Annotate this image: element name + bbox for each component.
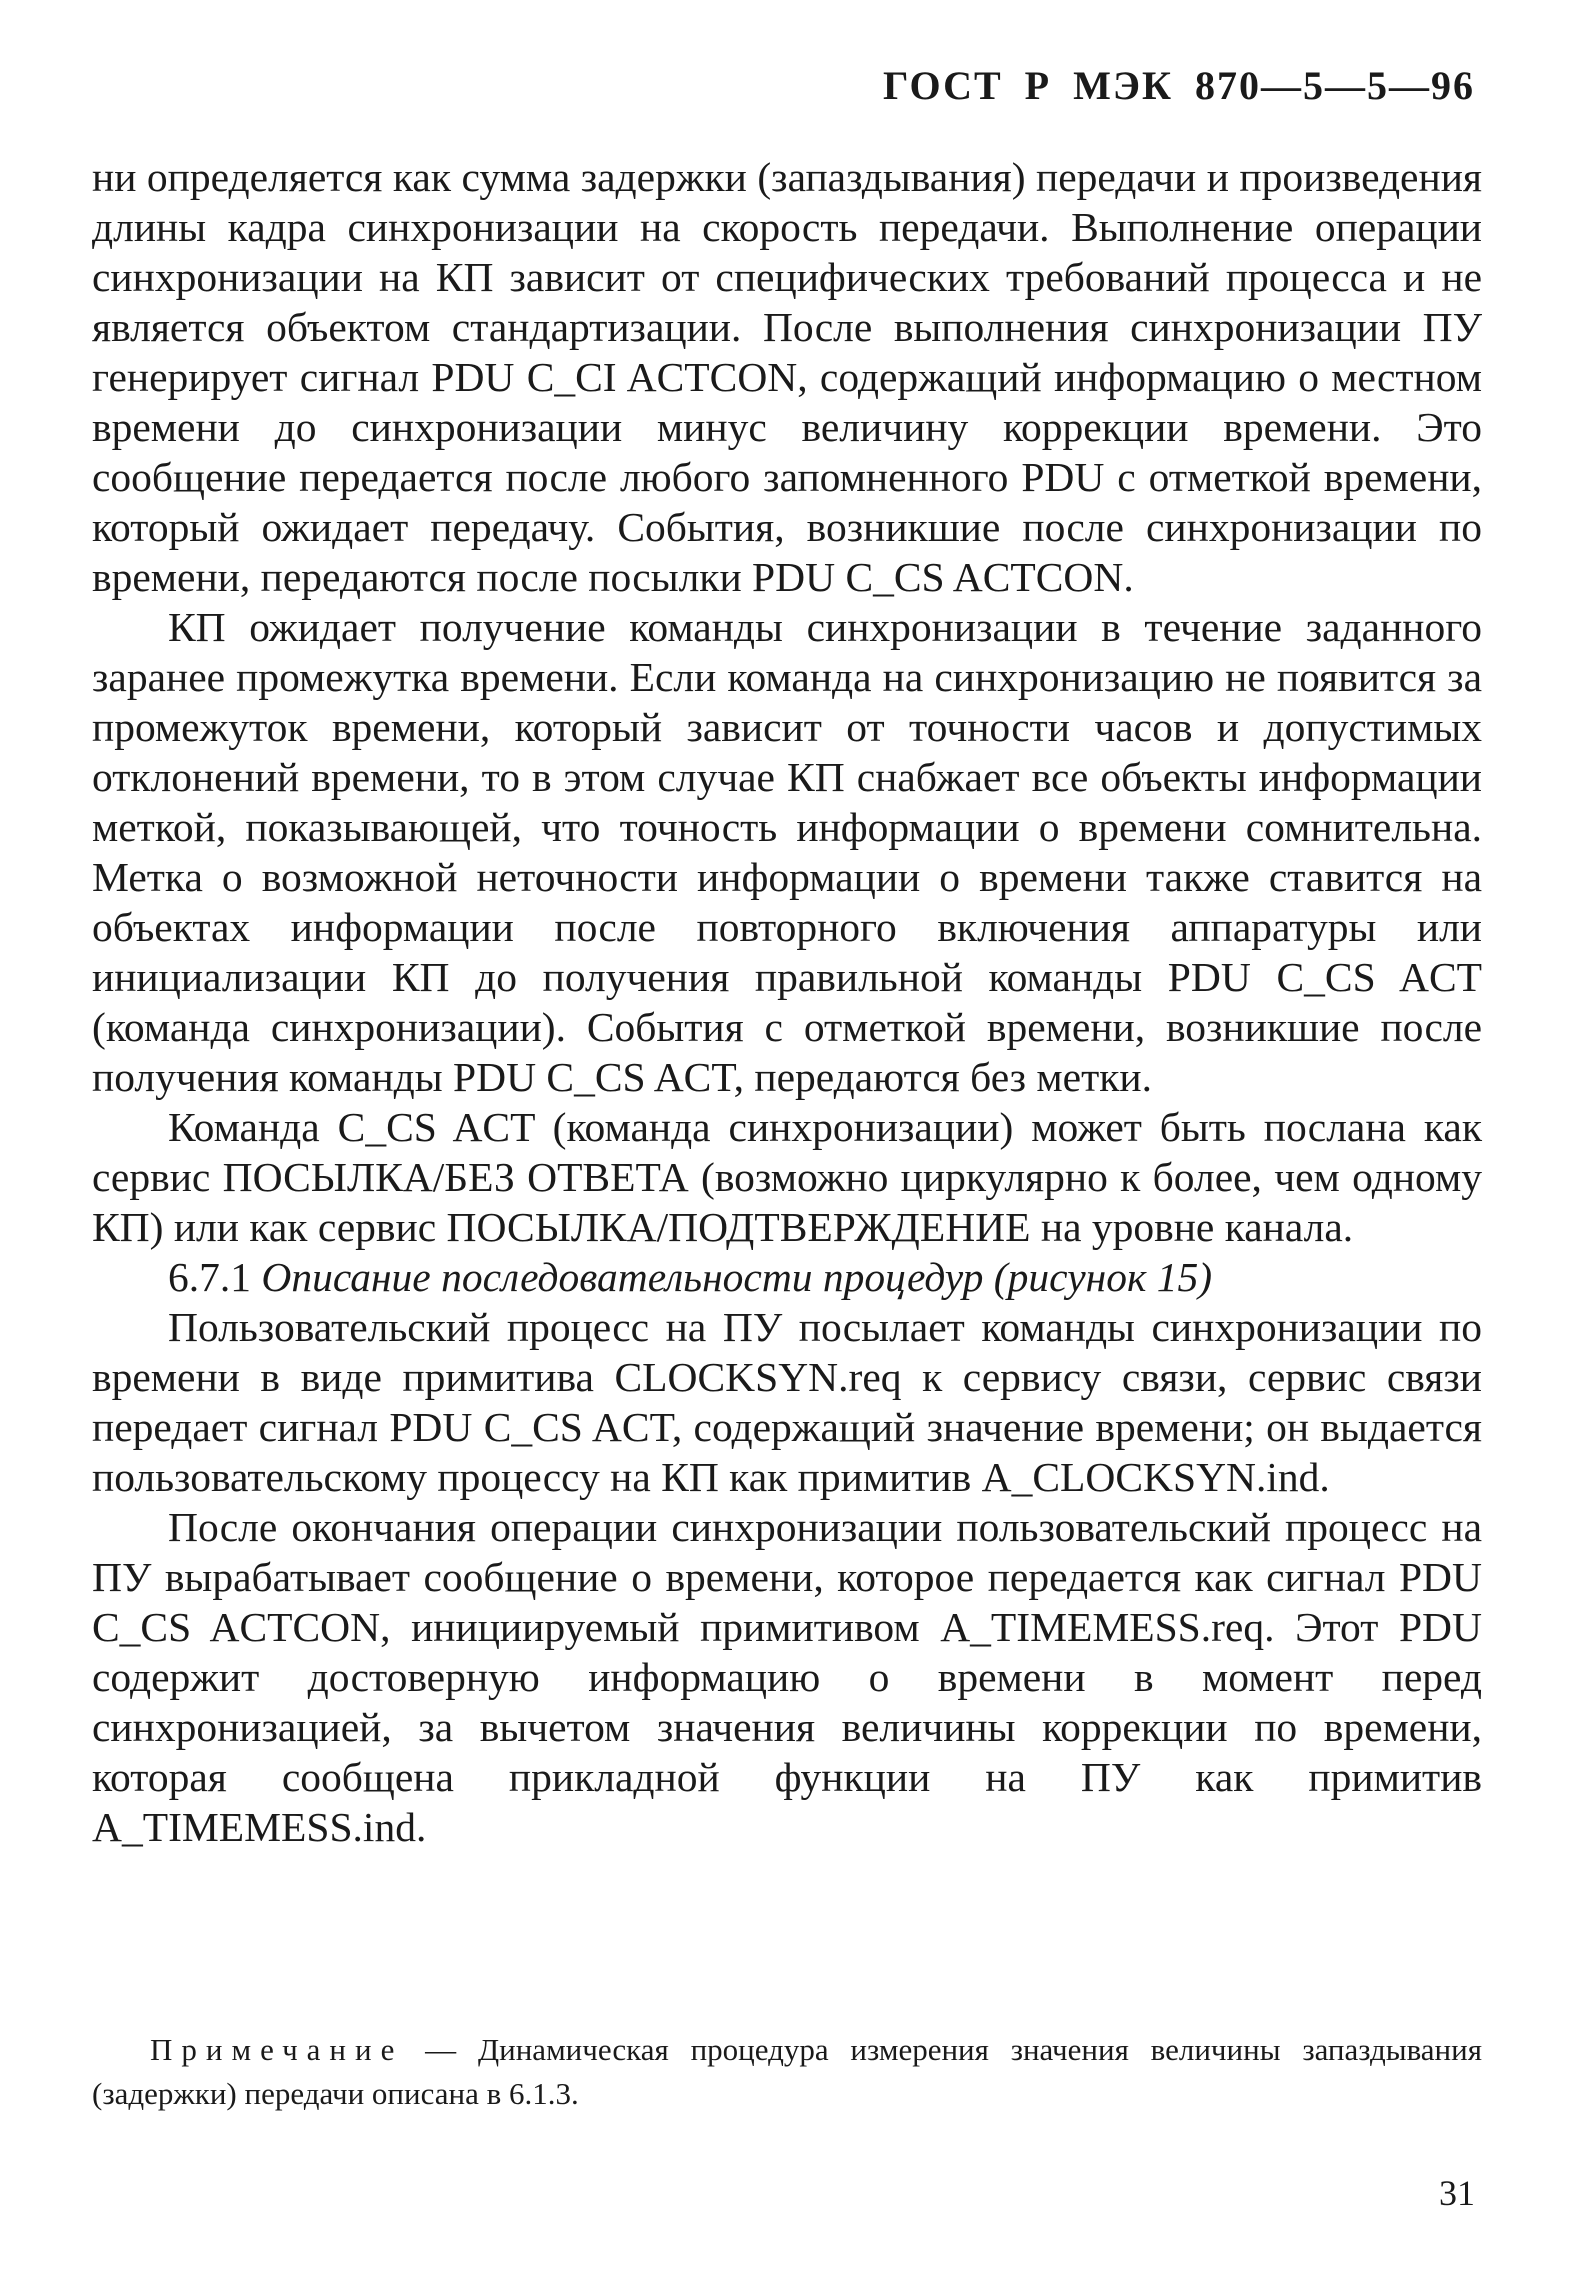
subsection-number: 6.7.1 <box>168 1254 251 1300</box>
paragraph: Команда C_CS ACT (команда синхронизации) может быть послана как сервис ПОСЫЛКА/БЕЗ ОТВЕТА (возможно циркулярно к более, чем одному КП) или как сервис ПОСЫЛКА/ПОДТВЕРЖДЕНИЕ на уровне канала. <box>92 1104 1482 1250</box>
subsection-heading <box>92 1252 1482 1302</box>
standard-header: ГОСТ Р МЭК 870—5—5—96 <box>883 63 1475 108</box>
body-text <box>92 152 1482 1852</box>
note-label: Примечание <box>150 2032 404 2067</box>
note-text: — Динамическая процедура измерения значения величины запаздывания (задержки) передачи описана в 6.1.3. <box>92 2032 1482 2111</box>
note <box>92 2028 1482 2116</box>
paragraph-continued: ни определяется как сумма задержки (запаздывания) передачи и произведения длины кадра синхронизации на скорость передачи. Выполнение операции синхронизации на КП зависит от специфических требований процесса и не является объектом стандартизации. После выполнения синхронизации ПУ генерирует сигнал PDU C_CI ACTCON, содержащий информацию о местном времени до синхронизации минус величину коррекции времени. Это сообщение передается после любого запомненного PDU с отметкой времени, который ожидает передачу. События, возникшие после синхронизации по времени, передаются после посылки PDU C_CS ACTCON. <box>92 154 1482 600</box>
paragraph: Пользовательский процесс на ПУ посылает команды синхронизации по времени в виде примитива CLOCKSYN.req к сервису связи, сервис связи передает сигнал PDU C_CS ACT, содержащий значение времени; он выдается пользовательскому процессу на КП как примитив A_CLOCKSYN.ind. <box>92 1304 1482 1500</box>
paragraph: КП ожидает получение команды синхронизации в течение заданного заранее промежутка времени. Если команда на синхронизацию не появится за промежуток времени, который зависит от точности часов и допустимых отклонений времени, то в этом случае КП снабжает все объекты информации меткой, показывающей, что точность информации о времени сомнительна. Метка о возможной неточности информации о времени также ставится на объектах информации после повторного включения аппаратуры или инициализации КП до получения правильной команды PDU C_CS ACT (команда синхронизации). События с отметкой времени, возникшие после получения команды PDU C_CS ACT, передаются без метки. <box>92 604 1482 1100</box>
page-number: 31 <box>1439 2173 1475 2213</box>
paragraph: После окончания операции синхронизации пользовательский процесс на ПУ вырабатывает сообщение о времени, которое передается как сигнал PDU C_CS ACTCON, инициируемый примитивом A_TIMEMESS.req. Этот PDU содержит достоверную информацию о времени в момент перед синхронизацией, за вычетом значения величины коррекции по времени, которая сообщена прикладной функции на ПУ как примитив A_TIMEMESS.ind. <box>92 1504 1482 1850</box>
subsection-title: Описание последовательности процедур (рисунок 15) <box>261 1254 1213 1300</box>
